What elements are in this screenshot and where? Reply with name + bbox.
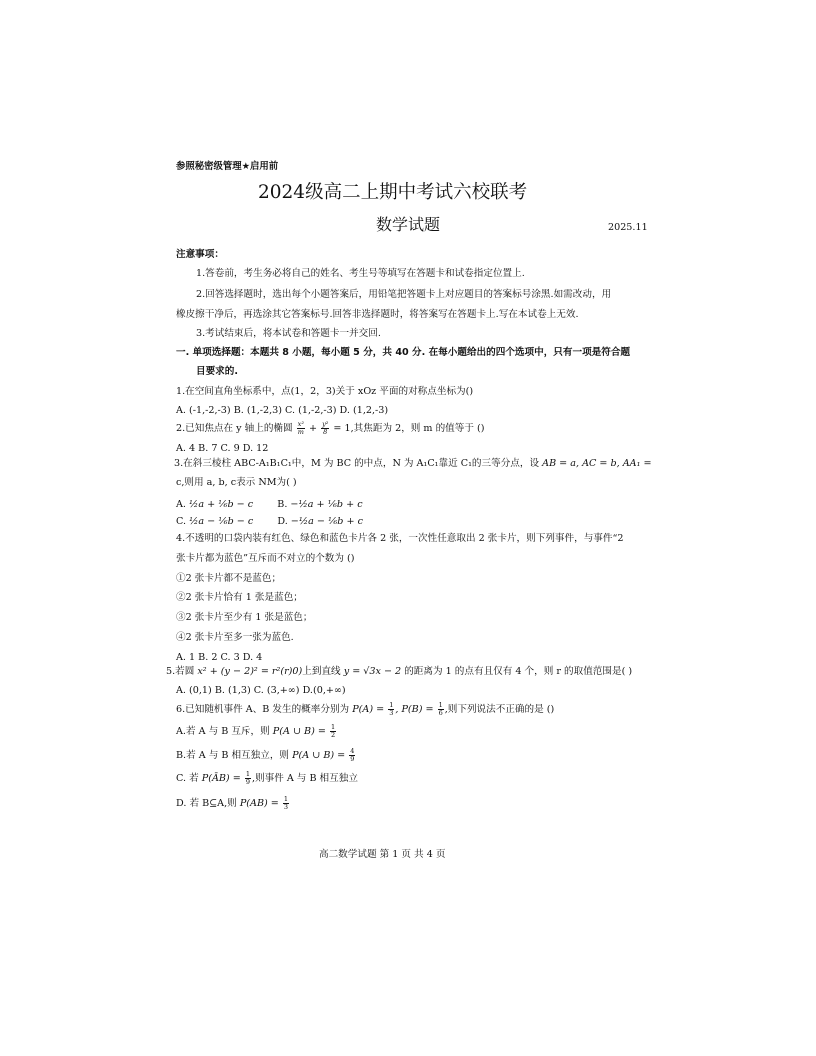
question-5-stem: 5.若圆 x² + (y − 2)² = r²(r)0)上到直线 y = √3x − 2 的距离为 1 的点有且仅有 4 个，则 r 的取值范围是( ) [166,666,633,677]
notice-item: 2.回答选择题时，选出每个小题答案后，用铅笔把答题卡上对应题目的答案标号涂黑.如需改动，用 [196,289,612,300]
page-footer: 高二数学试题 第 1 页 共 4 页 [319,849,446,860]
question-6-option-c: C. 若 P(ĀB) = $\frac{1}{9}$ ,则事件 A 与 B 相互独立 [176,770,358,786]
question-4-item: ③2 张卡片至少有 1 张是蓝色； [176,612,313,623]
question-3-options-cd: C. ½a − ⅙b − c D. −½a − ⅙b + c [176,516,363,527]
question-2-options: A. 4 B. 7 C. 9 D. 12 [176,443,269,454]
question-6-stem: 6.已知随机事件 A、B 发生的概率分别为 P(A) = $\frac{1}{3}$ , P(B) = $\frac{1}{6}$ ,则下列说法不正确的是 () [176,701,555,717]
notice-heading: 注意事项： [176,249,224,260]
exam-title: 2024级高二上期中考试六校联考 [258,182,528,203]
question-3-options-ab: A. ½a + ⅙b − c B. −½a + ⅙b + c [176,499,363,510]
section-heading-cont: 目要求的. [196,366,239,377]
notice-item: 橡皮擦干净后，再选涂其它答案标号.回答非选择题时，将答案写在答题卡上.写在本试卷上无效. [176,309,579,320]
question-6-option-d: D. 若 B⊆A,则 P(AB) = $\frac{1}{3}$ [176,795,289,811]
notice-item: 1.答卷前，考生务必将自己的姓名、考生号等填写在答题卡和试卷指定位置上. [196,268,525,279]
question-1-stem: 1.在空间直角坐标系中，点(1，2，3)关于 xOz 平面的对称点坐标为() [176,386,474,397]
exam-date: 2025.11 [608,222,648,233]
exam-subject: 数学试题 [376,215,441,234]
notice-item: 3.考试结束后，将本试卷和答题卡一并交回. [196,328,381,339]
question-4-stem: 4.不透明的口袋内装有红色、绿色和蓝色卡片各 2 张，一次性任意取出 2 张卡片，则下列事件，与事件“2 [176,533,624,544]
question-4-stem-cont: 张卡片都为蓝色”互斥而不对立的个数为 () [176,553,355,564]
question-3-stem: 3.在斜三棱柱 ABC-A₁B₁C₁中，M 为 BC 的中点，N 为 A₁C₁靠近 C₁的三等分点，设 AB = a, AC = b, AA₁ = [174,458,652,469]
question-4-item: ①2 张卡片都不是蓝色； [176,573,282,584]
question-2-stem: 2.已知焦点在 y 轴上的椭圆 $\frac{\text{x²}}{m}$ + $\frac{\text{y²}}{8}$ = 1,其焦距为 2，则 m 的值等于 () [176,420,485,436]
section-heading: 一. 单项选择题：本题共 8 小题，每小题 5 分，共 40 分. 在每小题给出的四个选项中，只有一项是符合题 [176,347,631,358]
question-3-stem-cont: c,则用 a, b, c表示 NM为( ) [176,477,297,488]
question-4-options: A. 1 B. 2 C. 3 D. 4 [176,652,263,663]
question-6-option-a: A.若 A 与 B 互斥，则 P(A ∪ B) = $\frac{1}{2}$ [176,723,336,739]
question-1-options: A. (-1,-2,-3) B. (1,-2,3) C. (1,-2,-3) D. (1,2,-3) [176,405,389,416]
secret-level: 参照秘密级管理★启用前 [176,161,279,172]
question-5-options: A. (0,1) B. (1,3) C. (3,+∞) D.(0,+∞) [176,685,346,696]
question-4-item: ④2 张卡片至多一张为蓝色. [176,632,294,643]
question-6-option-b: B.若 A 与 B 相互独立，则 P(A ∪ B) = $\frac{4}{9}$ [176,747,355,763]
question-4-item: ②2 张卡片恰有 1 张是蓝色； [176,592,303,603]
